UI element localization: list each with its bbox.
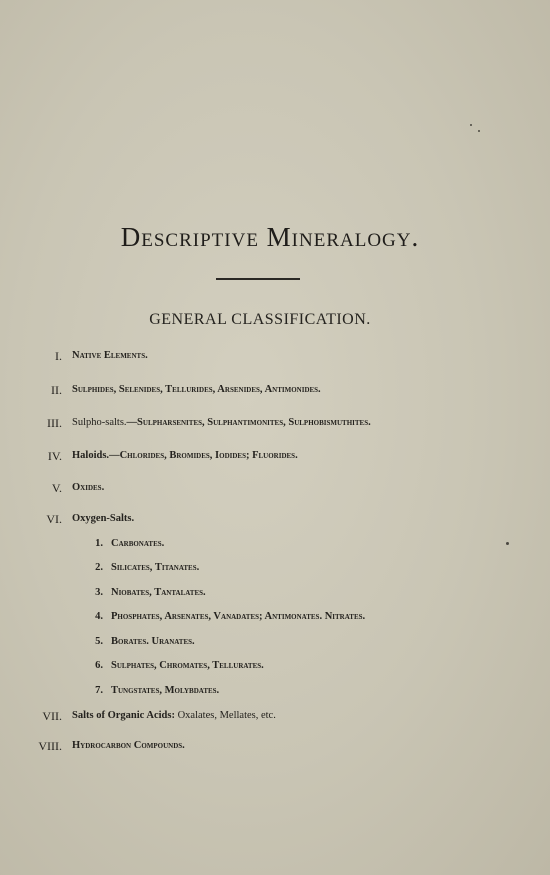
- class-text: Sulphides, Selenides, Tellurides, Arsenides, Antimonides.: [72, 384, 321, 395]
- class-text: —Chlorides, Bromides, Iodides; Fluorides.: [109, 450, 298, 461]
- class-label: Haloids.: [72, 450, 110, 461]
- class-numeral: VIII.: [38, 739, 62, 753]
- paper-speck: [478, 130, 480, 132]
- class-numeral: III.: [47, 416, 62, 430]
- subclass-text: Carbonates.: [111, 538, 165, 549]
- class-text: Native Elements.: [72, 350, 148, 361]
- subclass-number: 1.: [95, 538, 103, 549]
- subclass-number: 6.: [95, 660, 103, 671]
- class-text: Oxalates, Mellates, etc.: [174, 710, 276, 721]
- subclass-text: Sulphates, Chromates, Tellurates.: [111, 660, 264, 671]
- subclass-text: Phosphates, Arsenates, Vanadates; Antimonates. Nitrates.: [111, 611, 366, 622]
- class-label: Salts of Organic Acids:: [72, 710, 175, 721]
- subclass-number: 4.: [95, 611, 103, 622]
- class-line: [72, 450, 298, 461]
- class-text: Oxides.: [72, 482, 105, 493]
- subclass-number: 2.: [95, 562, 103, 573]
- class-numeral: II.: [51, 383, 62, 397]
- class-label: Oxygen-Salts.: [72, 513, 135, 524]
- title-rule: [216, 278, 300, 280]
- paper-speck: [470, 124, 472, 126]
- class-line: [72, 417, 371, 428]
- section-subtitle: GENERAL CLASSIFICATION.: [149, 311, 371, 328]
- class-numeral: VII.: [42, 709, 62, 723]
- class-numeral: V.: [51, 481, 62, 495]
- paper-speck: [506, 542, 509, 545]
- subclass-text: Tungstates, Molybdates.: [111, 685, 220, 696]
- class-numeral: IV.: [47, 449, 62, 463]
- class-text: —Sulpharsenites, Sulphantimonites, Sulphobismuthites.: [126, 417, 371, 428]
- subclass-number: 3.: [95, 587, 103, 598]
- page-title: Descriptive Mineralogy.: [120, 222, 420, 252]
- class-numeral: VI.: [46, 512, 62, 526]
- class-numeral: I.: [55, 349, 62, 363]
- class-text: Hydrocarbon Compounds.: [72, 740, 185, 751]
- subclass-number: 7.: [95, 685, 103, 696]
- subclass-text: Niobates, Tantalates.: [111, 587, 206, 598]
- class-line: [72, 710, 276, 721]
- subclass-number: 5.: [95, 636, 103, 647]
- subclass-text: Borates. Uranates.: [111, 636, 195, 647]
- class-label: Sulpho-salts.: [72, 417, 127, 428]
- subclass-text: Silicates, Titanates.: [111, 562, 200, 573]
